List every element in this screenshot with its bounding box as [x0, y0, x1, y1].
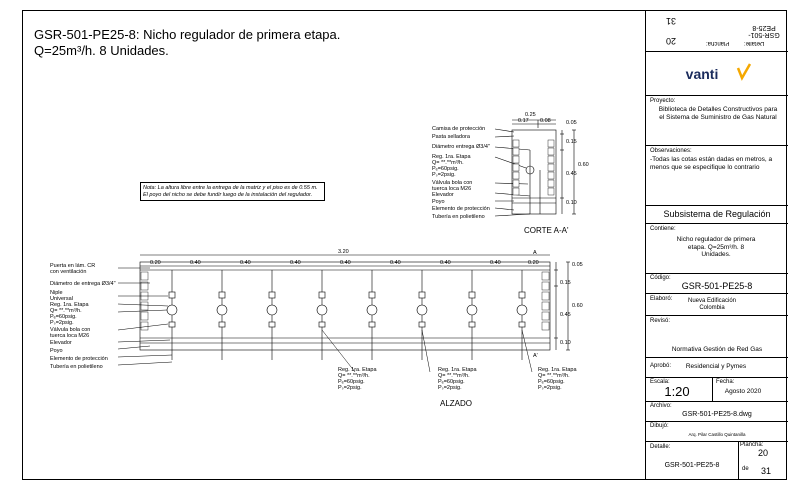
corte-label-13: Tubería en polietileno: [432, 214, 485, 220]
alzado-caption: ALZADO: [440, 399, 473, 408]
reg-callout-2-l3: Pₑ=60psig.: [438, 379, 465, 385]
tb-logo: [646, 52, 788, 96]
alzado-dim-2: 0.40: [190, 260, 201, 266]
title-line-2: Q=25m³/h. 8 Unidades.: [34, 43, 169, 58]
alzado-label-15: Tubería en polietileno: [50, 364, 103, 370]
alzado-label-11: tuerca loca M26: [50, 333, 90, 339]
tb-bottom-de: de: [742, 466, 749, 472]
alzado-dim-045: 0.45: [560, 312, 571, 318]
reg-callout-3-l2: Q= **.**m³/h.: [538, 373, 570, 379]
alzado-dim-015: 0.15: [560, 280, 571, 286]
vanti-logo-text: vanti: [685, 66, 719, 82]
tb-obs-label: Observaciones:: [650, 148, 692, 154]
alzado-label-13: Poyo: [50, 348, 63, 354]
alzado-dim-9: 0.20: [528, 260, 539, 266]
tb-dibujo: [646, 422, 788, 442]
corte-dim-015: 0.15: [566, 139, 577, 145]
alzado-label-10: Válvula bola con: [50, 327, 91, 333]
tb-bottom-reference: [646, 442, 788, 480]
tb-contiene-label: Contiene:: [650, 226, 676, 232]
corte-label-7: Pₛ=2psig.: [432, 172, 456, 178]
corte-caption: CORTE A-A': [524, 226, 569, 235]
tb-reviso: [646, 316, 788, 358]
regulator-unit-8: [517, 270, 527, 360]
tb-top-detalle-label: Detalle:: [744, 40, 765, 46]
corte-label-12: Elemento de protección: [432, 206, 490, 212]
tb-contiene-text: Nicho regulador de primera etapa. Q=25m³/h. 8 Unidades.: [676, 236, 756, 258]
tb-top-sheet: 20: [666, 36, 677, 46]
alzado-label-7: Q= **.**m³/h.: [50, 308, 82, 314]
corte-dim-045: 0.45: [566, 171, 577, 177]
tb-dibujo: Arq. Pilar Castillo Quintanilla: [688, 432, 746, 437]
corte-label-3: Diámetro entrega Ø3/4": [432, 144, 490, 150]
tb-contiene: [646, 224, 788, 274]
tb-aprobo-label: Aprobó:: [650, 363, 672, 369]
alzado-niche-outline: [140, 262, 550, 350]
regulator-unit-6: [417, 270, 427, 360]
alzado-total-dim-label: 3.20: [338, 249, 349, 255]
tb-aprobo: Residencial y Pymes: [685, 363, 747, 370]
reg-callout-3-l1: Reg. 1ra. Etapa: [538, 367, 577, 373]
alzado-label-6: Reg. 1ra. Etapa: [50, 302, 89, 308]
tb-archivo: GSR-501-PE25-8.dwg: [682, 411, 752, 418]
title-block: [645, 10, 787, 480]
tb-reviso-label: Revisó:: [650, 318, 671, 324]
corte-dim-017: 0.17: [518, 118, 529, 124]
corte-label-2: Pasta selladora: [432, 134, 470, 140]
tb-fecha: Agosto 2020: [724, 388, 762, 395]
tb-obs-text: -Todas las cotas están dadas en metros, a menos que se especifique lo contrario: [650, 156, 773, 171]
alzado-label-2: con ventilación: [50, 269, 87, 275]
corte-label-6: Pₑ=60psig.: [432, 166, 459, 172]
corte-label-8: Válvula bola con: [432, 180, 473, 186]
alzado-label-9: Pₛ=2psig.: [50, 320, 74, 326]
alzado-label-3: Diámetro de entrega Ø3/4": [50, 281, 116, 287]
regulator-unit-7: [467, 270, 477, 360]
alzado-label-1: Puerta en lám. CR: [50, 263, 96, 269]
corte-label-5: Q= **.**m³/h.: [432, 160, 464, 166]
regulator-unit-3: [267, 270, 277, 360]
tb-fecha-label: Fecha:: [716, 379, 735, 385]
reg-callout-3-l4: Pₛ=2psig.: [538, 385, 562, 391]
tb-observaciones: [646, 146, 788, 206]
tb-archivo: [646, 402, 788, 422]
tb-bottom-detalle-label: Detalle:: [650, 444, 671, 450]
tb-archivo-label: Archivo:: [650, 403, 672, 409]
alzado-dim-010: 0.10: [560, 340, 571, 346]
regulator-unit-4: [317, 270, 327, 360]
tb-bottom-total: 31: [760, 466, 771, 476]
tb-elaboro: Nueva Edificación Colombia: [687, 298, 737, 311]
regulator-unit-5: [367, 270, 377, 360]
regulator-unit-1: [167, 270, 177, 360]
tb-bottom-sheet: 20: [757, 448, 768, 458]
regulator-units: [167, 270, 527, 360]
tb-reviso: Normativa Gestión de Red Gas: [671, 346, 763, 353]
tb-proyecto-label: Proyecto:: [650, 98, 676, 104]
tb-codigo-label: Código:: [650, 275, 671, 281]
alzado-label-12: Elevador: [50, 340, 72, 346]
reg-callout-1-l4: Pₛ=2psig.: [338, 385, 362, 391]
reg-callout-2-l1: Reg. 1ra. Etapa: [438, 367, 477, 373]
alzado-dim-5: 0.40: [340, 260, 351, 266]
alzado-label-4: Niple: [50, 290, 63, 296]
alzado-label-14: Elemento de protección: [50, 356, 108, 362]
corte-dim-005: 0.05: [566, 120, 577, 126]
tb-elaboro-label: Elaboró:: [650, 296, 673, 302]
alzado-section-mark-a: A: [533, 250, 537, 256]
tb-top-total: 31: [666, 16, 677, 26]
tb-bottom-code: GSR-501-PE25-8: [664, 462, 720, 469]
alzado-label-5: Universal: [50, 296, 73, 302]
tb-proyecto: [646, 96, 788, 146]
alzado-dim-6: 0.40: [390, 260, 401, 266]
corte-label-1: Camisa de protección: [432, 126, 486, 132]
regulator-unit-2: [217, 270, 227, 360]
corte-label-11: Poyo: [432, 199, 445, 205]
tb-escala-label: Escala:: [650, 379, 670, 385]
alzado-dim-4: 0.40: [290, 260, 301, 266]
corte-label-4: Reg. 1ra. Etapa: [432, 154, 471, 160]
reg-callout-2-l2: Q= **.**m³/h.: [438, 373, 470, 379]
tb-subsistema: [646, 206, 788, 224]
title-line-1: GSR-501-PE25-8: Nicho regulador de primera etapa.: [34, 27, 341, 42]
corte-label-9: tuerca loca M26: [432, 186, 472, 192]
corte-dim-060: 0.60: [578, 162, 589, 168]
corte-dim-025: 0.25: [525, 112, 536, 118]
alzado-dim-8: 0.40: [490, 260, 501, 266]
tb-top-reference: [646, 10, 788, 52]
alzado-section-mark-a-prime: A': [533, 353, 538, 359]
tb-escala-fecha: [646, 378, 788, 402]
reg-callout-1-l2: Q= **.**m³/h.: [338, 373, 370, 379]
alzado-dim-3: 0.40: [240, 260, 251, 266]
installation-note: Nota: La altura libre entre la entrega de la matriz y el piso es de 0.55 m. El poyo del nicho se debe fundir luego de la instalación del regulador.: [140, 182, 325, 201]
alzado-dim-7: 0.40: [440, 260, 451, 266]
corte-dim-010: 0.10: [566, 200, 577, 206]
alzado-dim-005: 0.05: [572, 262, 583, 268]
tb-escala: 1:20: [664, 384, 690, 399]
alzado-label-8: Pₑ=60psig.: [50, 314, 77, 320]
tb-dibujo-label: Dibujó:: [650, 423, 669, 429]
alzado-dim-060: 0.60: [572, 303, 583, 309]
tb-top-code: GSR-501-PE25-8: [748, 24, 780, 38]
reg-callout-1-l1: Reg. 1ra. Etapa: [338, 367, 377, 373]
tb-aprobo: [646, 358, 788, 378]
corte-label-10: Elevador: [432, 192, 454, 198]
reg-callout-1-l3: Pₑ=60psig.: [338, 379, 365, 385]
tb-bottom-plancha-label: Plancha:: [740, 442, 764, 448]
tb-top-plancha-label: Plancha:: [706, 40, 730, 46]
tb-codigo: [646, 274, 788, 294]
tb-elaboro: [646, 294, 788, 316]
tb-proyecto: Biblioteca de Detalles Constructivos para el Sistema de Suministro de Gas Natural: [658, 106, 778, 121]
reg-callout-3-l3: Pₑ=60psig.: [538, 379, 565, 385]
alzado-dim-1: 0.20: [150, 260, 161, 266]
tb-codigo: GSR-501-PE25-8: [681, 281, 753, 291]
tb-subsistema-text: Subsistema de Regulación: [663, 209, 771, 219]
corte-dim-008: 0.08: [540, 118, 551, 124]
reg-callout-2-l4: Pₛ=2psig.: [438, 385, 462, 391]
